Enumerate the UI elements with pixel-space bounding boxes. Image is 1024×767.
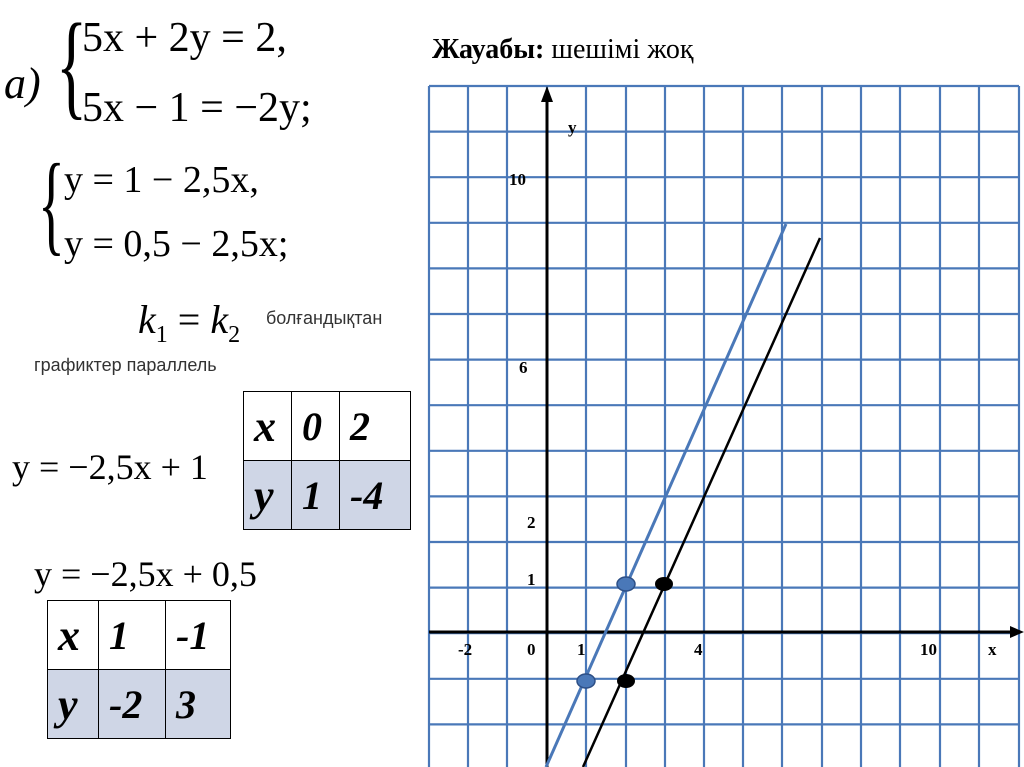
table2-x-value-1: -1: [166, 601, 231, 670]
x-tick-neg2: -2: [458, 640, 473, 659]
point-blue-upper: [617, 577, 635, 591]
y-axis-arrow-icon: [541, 86, 553, 102]
y-tick-10: 10: [509, 170, 526, 189]
point-black-upper: [655, 577, 673, 591]
x-axis-arrow-icon: [1010, 626, 1024, 638]
table1-y-value-1: -4: [340, 461, 411, 530]
table1-x-value-1: 2: [340, 392, 411, 461]
system2-eq2: y = 0,5 − 2,5x;: [64, 223, 289, 265]
table1-x-value-0: 0: [292, 392, 340, 461]
y-tick-2: 2: [527, 513, 536, 532]
table2-equation: y = −2,5x + 0,5: [34, 554, 257, 594]
point-blue-lower: [577, 674, 595, 688]
x-axis-label: x: [988, 640, 997, 659]
y-axis-label: y: [568, 118, 577, 137]
slope-equals: =: [167, 297, 211, 342]
system2-brace: {: [38, 142, 65, 266]
k2-subscript: 2: [228, 322, 241, 348]
answer-label: Жауабы:: [432, 34, 545, 65]
table2-y-label: y: [48, 670, 99, 739]
table2-y-value-1: 3: [166, 670, 231, 739]
x-tick-0: 0: [527, 640, 536, 659]
x-tick-4: 4: [694, 640, 703, 659]
table1-y-value-0: 1: [292, 461, 340, 530]
parallel-text: графиктер параллель: [34, 355, 217, 375]
system2-eq1: y = 1 − 2,5x,: [64, 159, 259, 201]
table1-x-label: x: [244, 392, 292, 461]
point-black-lower: [617, 674, 635, 688]
table2-y-value-0: -2: [99, 670, 166, 739]
k1-subscript: 1: [155, 322, 168, 348]
k2-symbol: k: [210, 297, 229, 342]
table2-x-value-0: 1: [99, 601, 166, 670]
because-text: болғандықтан: [266, 308, 383, 328]
answer-text: шешімі жоқ: [544, 34, 694, 65]
y-tick-6: 6: [519, 358, 528, 377]
x-tick-1: 1: [577, 640, 586, 659]
x-tick-10: 10: [920, 640, 937, 659]
graph-line-black: [583, 238, 820, 767]
table1-equation: y = −2,5x + 1: [12, 447, 208, 487]
system1-brace: {: [56, 0, 88, 130]
part-label: a): [4, 59, 41, 108]
table1-y-label: y: [244, 461, 292, 530]
y-tick-1: 1: [527, 570, 536, 589]
system1-eq1: 5x + 2y = 2,: [82, 15, 287, 61]
table2-x-label: x: [48, 601, 99, 670]
k1-symbol: k: [138, 297, 156, 342]
system1-eq2: 5x − 1 = −2y;: [82, 85, 312, 131]
